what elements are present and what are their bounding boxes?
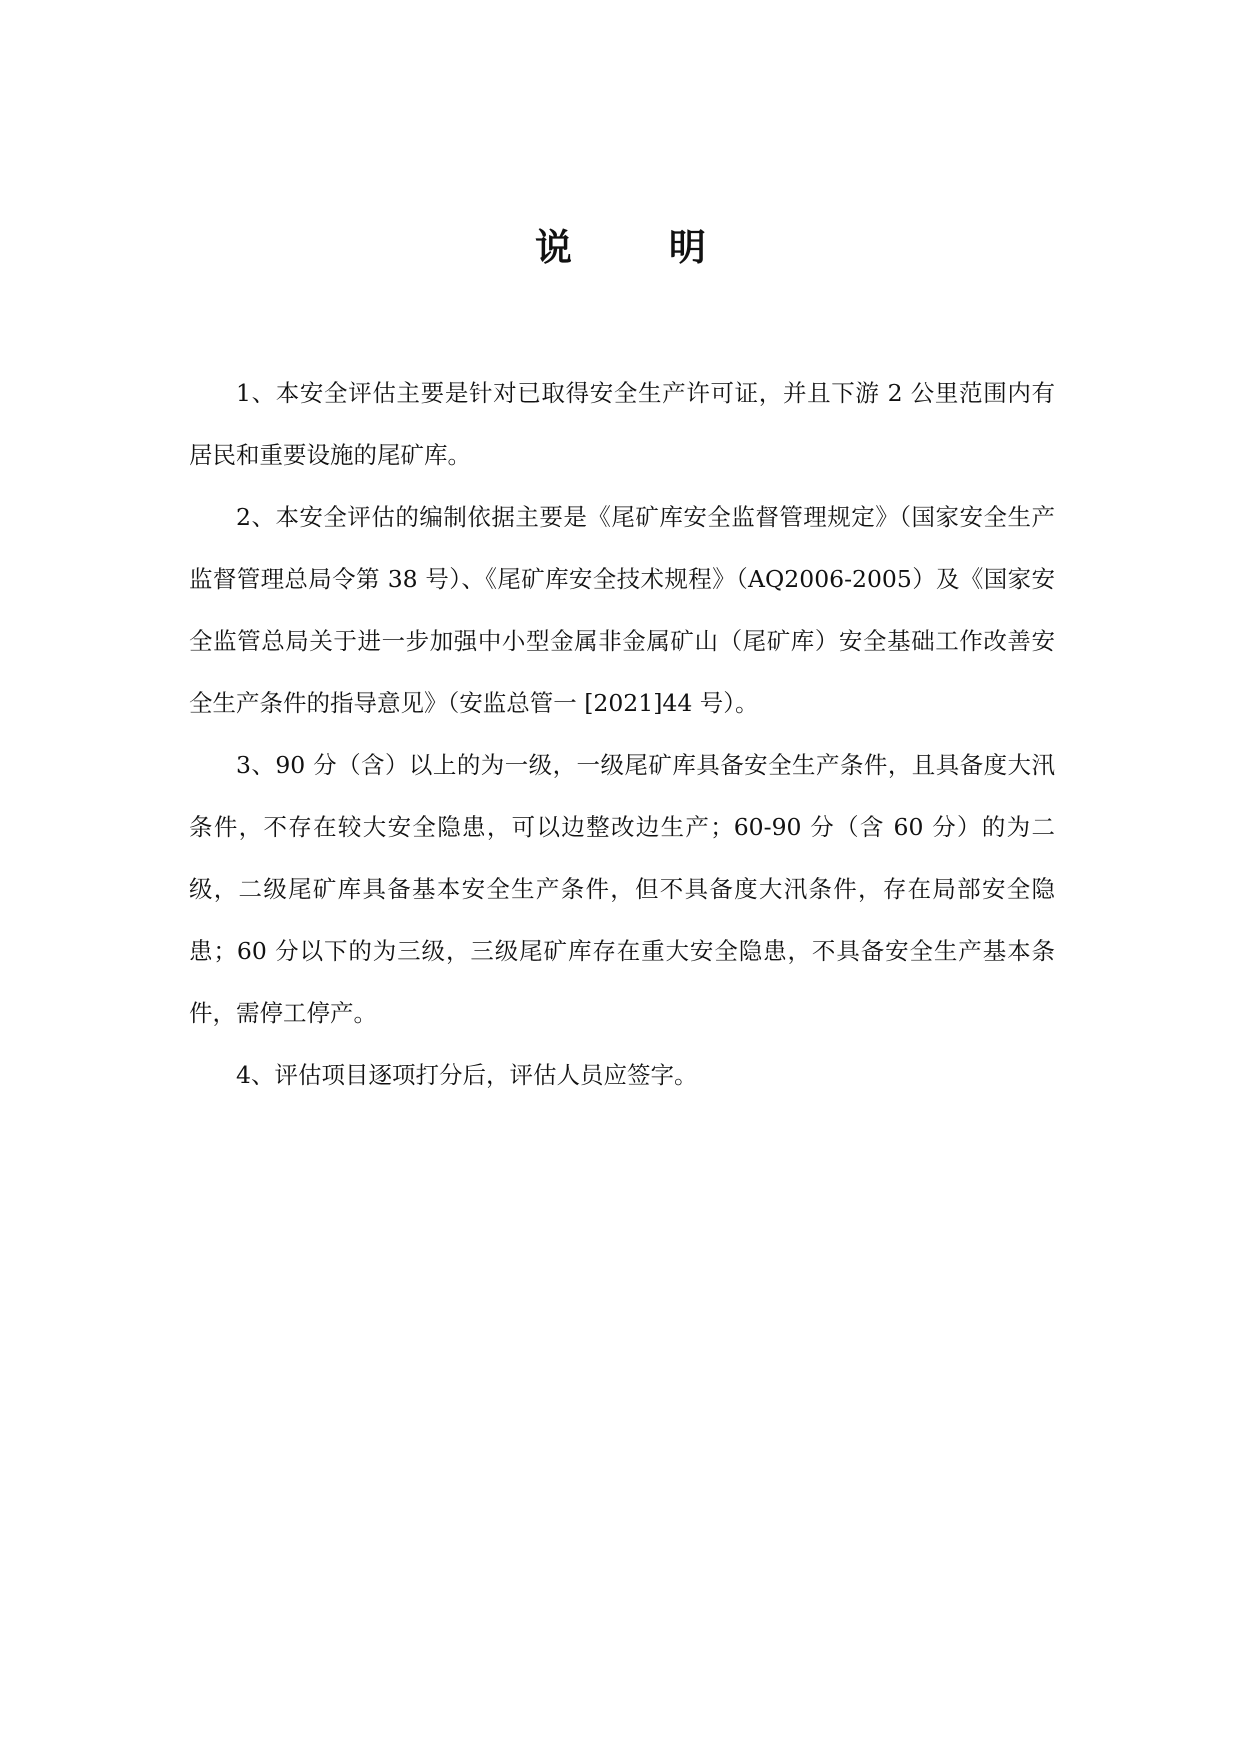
document-body: [189, 362, 1055, 1106]
paragraph-2: 2、本安全评估的编制依据主要是《尾矿库安全监督管理规定》（国家安全生产监督管理总局令第 38 号）、《尾矿库安全技术规程》（AQ2006-2005）及《国家安全监管总局关于进一步加强中小型金属非金属矿山（尾矿库）安全基础工作改善安全生产条件的指导意见》（安监总管一 [2021]44 号）。: [189, 503, 1055, 717]
paragraph-3: 3、90 分（含）以上的为一级，一级尾矿库具备安全生产条件，且具备度大汛条件，不存在较大安全隐患，可以边整改边生产；60-90 分（含 60 分）的为二级，二级尾矿库具备基本安全生产条件，但不具备度大汛条件，存在局部安全隐患；60 分以下的为三级，三级尾矿库存在重大安全隐患，不具备安全生产基本条件，需停工停产。: [189, 751, 1055, 1027]
paragraph-4: 4、评估项目逐项打分后，评估人员应签字。: [236, 1061, 698, 1089]
page-title: 说 明: [535, 225, 748, 269]
paragraph-1: 1、本安全评估主要是针对已取得安全生产许可证，并且下游 2 公里范围内有居民和重要设施的尾矿库。: [189, 379, 1055, 469]
